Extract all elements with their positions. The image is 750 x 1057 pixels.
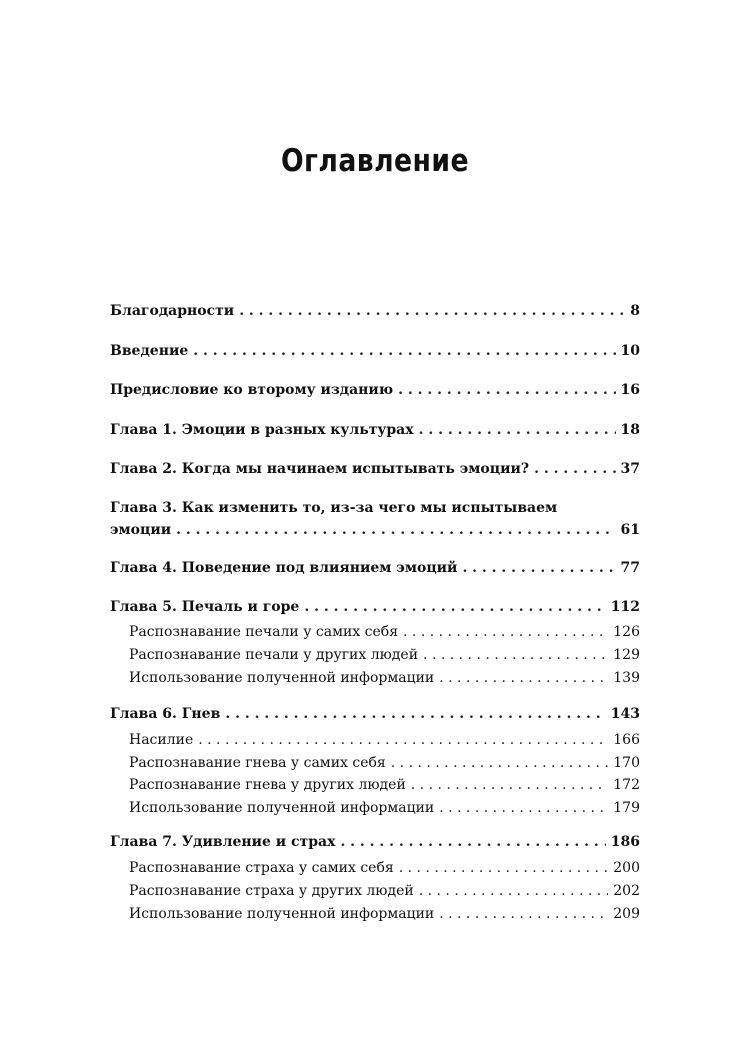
toc-subentry[interactable] — [110, 621, 640, 643]
toc-entry-acknowledgements[interactable] — [110, 300, 640, 322]
toc-entry-page: 77 — [620, 560, 640, 576]
toc-entry-label: Распознавание гнева у самих себя — [129, 755, 386, 771]
toc-entry-chapter-2[interactable] — [110, 458, 640, 480]
toc-entry-label: Распознавание печали у других людей — [129, 647, 419, 663]
toc-subentry[interactable] — [110, 644, 640, 666]
toc-entry-label: Предисловие ко второму изданию — [110, 382, 394, 398]
leader-dots — [193, 340, 615, 362]
toc-entry-page: 170 — [613, 755, 640, 771]
toc-entry-label: Глава 2. Когда мы начинаем испытывать эмоции? — [110, 461, 530, 477]
toc-entry-label: Глава 6. Гнев — [110, 706, 221, 722]
toc-entry-label: Использование полученной информации — [129, 800, 435, 816]
toc-subentry[interactable] — [110, 797, 640, 819]
leader-dots — [423, 644, 608, 666]
leader-dots — [403, 621, 608, 643]
toc-entry-label: Благодарности — [110, 303, 235, 319]
leader-dots — [176, 519, 615, 541]
toc-entry-page: 172 — [613, 777, 640, 793]
toc-subentry[interactable] — [110, 903, 640, 925]
toc-entry-label: Глава 4. Поведение под влиянием эмоций — [110, 560, 458, 576]
toc-entry-label: Распознавание гнева у других людей — [129, 777, 406, 793]
toc-entry-page: 126 — [613, 624, 640, 640]
page-title: Оглавление — [280, 143, 470, 179]
toc-entry-label: Насилие — [129, 732, 194, 748]
leader-dots — [419, 880, 609, 902]
leader-dots — [225, 703, 605, 725]
leader-dots — [398, 379, 615, 401]
toc-entry-label: Распознавание печали у самих себя — [129, 624, 399, 640]
toc-entry-line2 — [110, 519, 640, 541]
toc-entry-introduction[interactable] — [110, 340, 640, 362]
toc-entry-preface[interactable] — [110, 379, 640, 401]
toc-entry-page: 37 — [620, 461, 640, 477]
toc-entry-label-line2: эмоции — [110, 522, 172, 538]
leader-dots — [419, 419, 616, 441]
toc-subentry[interactable] — [110, 752, 640, 774]
leader-dots — [534, 458, 615, 480]
toc-entry-page: 8 — [630, 303, 640, 319]
toc-subentry[interactable] — [110, 880, 640, 902]
toc-entry-chapter-4[interactable] — [110, 557, 640, 579]
toc-entry-page: 129 — [613, 647, 640, 663]
toc-entry-page: 186 — [610, 834, 640, 850]
leader-dots — [239, 300, 625, 322]
toc-entry-chapter-5[interactable] — [110, 596, 640, 618]
toc-subentry[interactable] — [110, 667, 640, 689]
toc-entry-label: Распознавание страха у самих себя — [129, 860, 394, 876]
toc-entry-label: Использование полученной информации — [129, 670, 435, 686]
toc-subentry[interactable] — [110, 857, 640, 879]
toc-entry-page: 139 — [613, 670, 640, 686]
toc-entry-page: 179 — [613, 800, 640, 816]
toc-subentry[interactable] — [110, 774, 640, 796]
leader-dots — [462, 557, 615, 579]
toc-entry-page: 16 — [620, 382, 640, 398]
toc-subentry[interactable] — [110, 729, 640, 751]
toc-entry-label-line1: Глава 3. Как изменить то, из-за чего мы испытываем — [110, 500, 558, 516]
toc-entry-page: 18 — [620, 422, 640, 438]
leader-dots — [340, 831, 605, 853]
leader-dots — [411, 774, 608, 796]
toc-entry-label: Глава 5. Печаль и горе — [110, 599, 300, 615]
toc-entry-page: 200 — [613, 860, 640, 876]
toc-entry-chapter-1[interactable] — [110, 419, 640, 441]
toc-entry-page: 209 — [613, 906, 640, 922]
toc-entry-label: Глава 1. Эмоции в разных культурах — [110, 422, 414, 438]
toc-entry-page: 166 — [613, 732, 640, 748]
toc-entry-page: 202 — [613, 883, 640, 899]
leader-dots — [439, 903, 608, 925]
toc-entry-page: 112 — [610, 599, 640, 615]
leader-dots — [198, 729, 608, 751]
leader-dots — [399, 857, 609, 879]
toc-entry-label: Введение — [110, 343, 189, 359]
leader-dots — [391, 752, 609, 774]
toc-entry-chapter-7[interactable] — [110, 831, 640, 853]
toc-entry-page: 10 — [620, 343, 640, 359]
toc-entry-chapter-6[interactable] — [110, 703, 640, 725]
leader-dots — [439, 797, 608, 819]
toc-entry-page: 61 — [620, 522, 640, 538]
toc-entry-label: Использование полученной информации — [129, 906, 435, 922]
leader-dots — [439, 667, 608, 689]
leader-dots — [304, 596, 605, 618]
toc-entry-label: Глава 7. Удивление и страх — [110, 834, 336, 850]
toc-entry-label: Распознавание страха у других людей — [129, 883, 414, 899]
toc-entry-chapter-3[interactable] — [110, 497, 640, 541]
toc-entry-page: 143 — [610, 706, 640, 722]
